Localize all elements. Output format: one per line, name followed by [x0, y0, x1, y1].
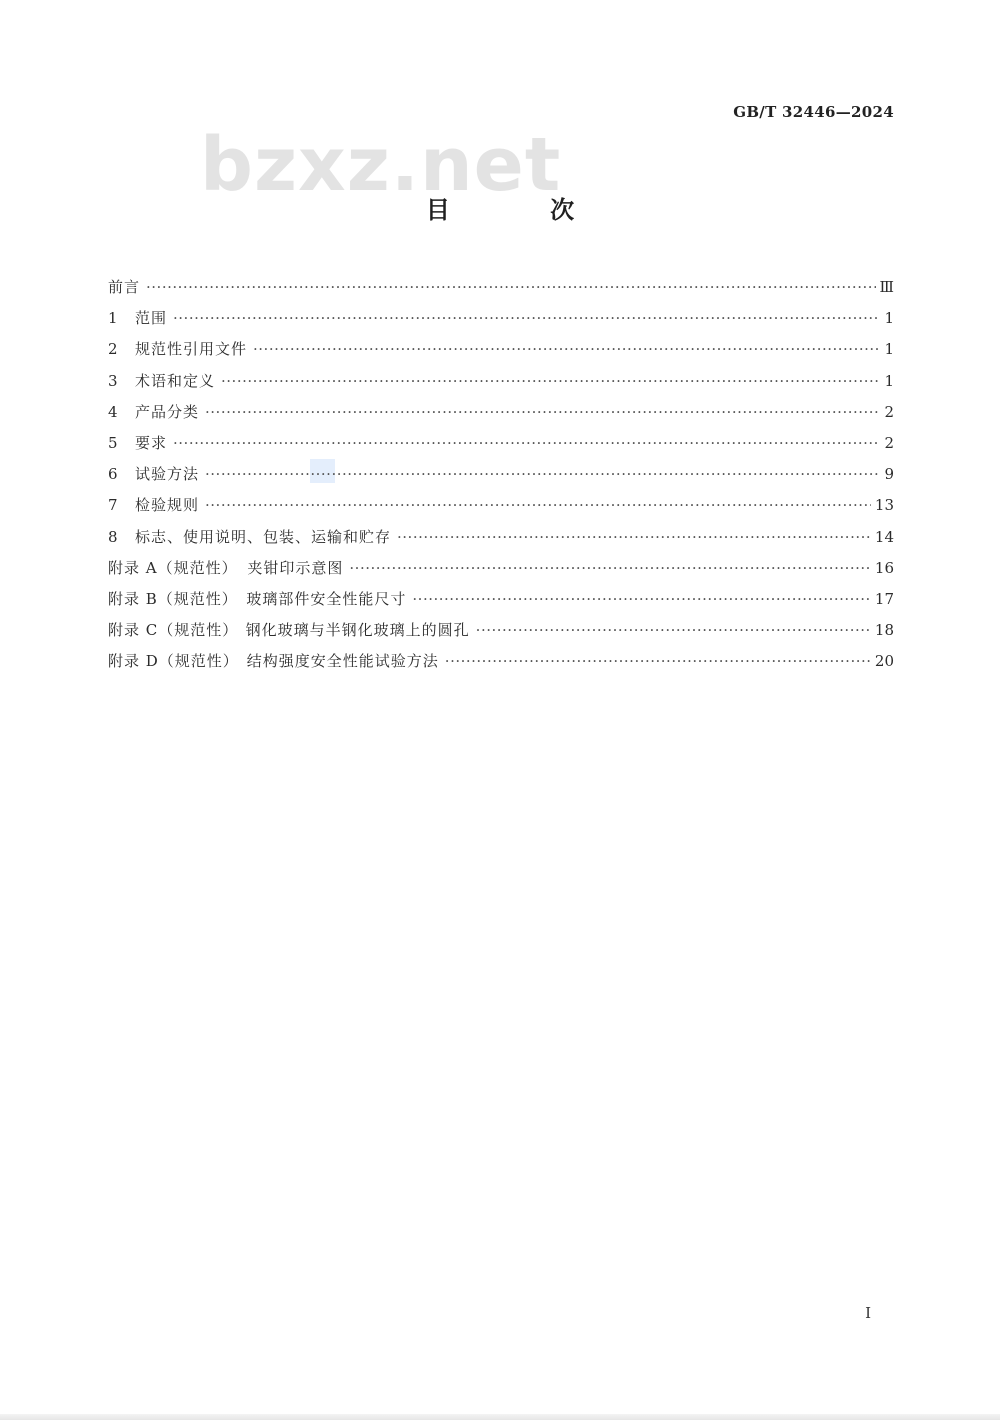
- standard-number: GB/T 32446—2024: [733, 103, 894, 121]
- toc-entry-marking-packaging[interactable]: [108, 526, 894, 557]
- toc-entry-annex-b[interactable]: [108, 588, 894, 619]
- toc-leader-dots: [412, 590, 871, 608]
- toc-entry-normative-references[interactable]: [108, 338, 894, 369]
- toc-entry-number: 1: [108, 309, 118, 328]
- toc-leader-dots: [205, 465, 878, 483]
- toc-entry-number: 4: [108, 402, 118, 421]
- toc-entry-scope[interactable]: [108, 307, 894, 338]
- toc-entry-terms[interactable]: [108, 370, 894, 401]
- toc-leader-dots: [476, 621, 871, 639]
- toc-leader-dots: [253, 340, 878, 358]
- toc-leader-dots: [205, 403, 878, 421]
- toc-entry-label: 前言: [108, 278, 141, 296]
- toc-entry-label: 试验方法: [135, 465, 200, 484]
- toc-entry-label: 标志、使用说明、包装、运输和贮存: [135, 527, 392, 546]
- annex-prefix: 附录 B（规范性）: [108, 589, 238, 608]
- toc-leader-dots: [221, 372, 878, 390]
- watermark-logo: bzxz.net: [200, 122, 562, 208]
- toc-entry-number: 7: [108, 496, 118, 515]
- toc-leader-dots: [146, 278, 876, 296]
- annex-prefix: 附录 A（规范性）: [108, 558, 238, 577]
- toc-entry-page: 13: [874, 496, 894, 515]
- toc-leader-dots: [349, 559, 871, 577]
- annex-prefix: 附录 D（规范性）: [108, 652, 239, 671]
- toc-entry-label: 范围: [135, 309, 168, 328]
- toc-entry-number: 6: [108, 465, 118, 484]
- table-of-contents: [108, 276, 894, 681]
- toc-entry-page: 1: [884, 340, 894, 359]
- toc-entry-test-methods[interactable]: [108, 463, 894, 494]
- toc-entry-annex-a[interactable]: [108, 557, 894, 588]
- toc-entry-label: 术语和定义: [135, 371, 216, 390]
- toc-leader-dots: [205, 496, 871, 514]
- toc-entry-page: 18: [874, 621, 894, 640]
- toc-leader-dots: [397, 528, 871, 546]
- toc-entry-classification[interactable]: [108, 401, 894, 432]
- toc-entry-label: 规范性引用文件: [135, 340, 248, 359]
- toc-entry-number: 5: [108, 433, 118, 452]
- page-edge-divider: [0, 1414, 1000, 1420]
- toc-entry-page: 2: [884, 433, 894, 452]
- toc-entry-page: 14: [874, 527, 894, 546]
- toc-entry-foreword[interactable]: [108, 276, 894, 307]
- toc-entry-label: 钢化玻璃与半钢化玻璃上的圆孔: [245, 621, 470, 640]
- toc-entry-number: 8: [108, 527, 118, 546]
- toc-entry-requirements[interactable]: [108, 432, 894, 463]
- toc-entry-page: 1: [884, 309, 894, 328]
- toc-entry-label: 夹钳印示意图: [247, 558, 344, 577]
- toc-entry-page: 20: [874, 652, 894, 671]
- toc-entry-annex-c[interactable]: [108, 619, 894, 650]
- toc-entry-page: 17: [874, 589, 894, 608]
- page-title: 目 次: [425, 196, 621, 224]
- toc-leader-dots: [445, 652, 871, 670]
- toc-entry-page: Ⅲ: [879, 278, 894, 296]
- toc-leader-dots: [173, 309, 878, 327]
- toc-entry-inspection-rules[interactable]: [108, 494, 894, 525]
- annex-prefix: 附录 C（规范性）: [108, 621, 239, 640]
- toc-entry-label: 产品分类: [135, 402, 200, 421]
- toc-entry-page: 16: [874, 558, 894, 577]
- toc-entry-page: 9: [884, 465, 894, 484]
- page-number: I: [865, 1304, 871, 1322]
- toc-entry-annex-d[interactable]: [108, 650, 894, 681]
- toc-entry-page: 1: [884, 371, 894, 390]
- toc-entry-label: 要求: [135, 433, 168, 452]
- toc-entry-label: 玻璃部件安全性能尺寸: [246, 589, 407, 608]
- toc-entry-label: 结构强度安全性能试验方法: [246, 652, 439, 671]
- toc-entry-number: 2: [108, 340, 118, 359]
- toc-leader-dots: [173, 434, 878, 452]
- toc-entry-number: 3: [108, 371, 118, 390]
- toc-entry-page: 2: [884, 402, 894, 421]
- toc-entry-label: 检验规则: [135, 496, 200, 515]
